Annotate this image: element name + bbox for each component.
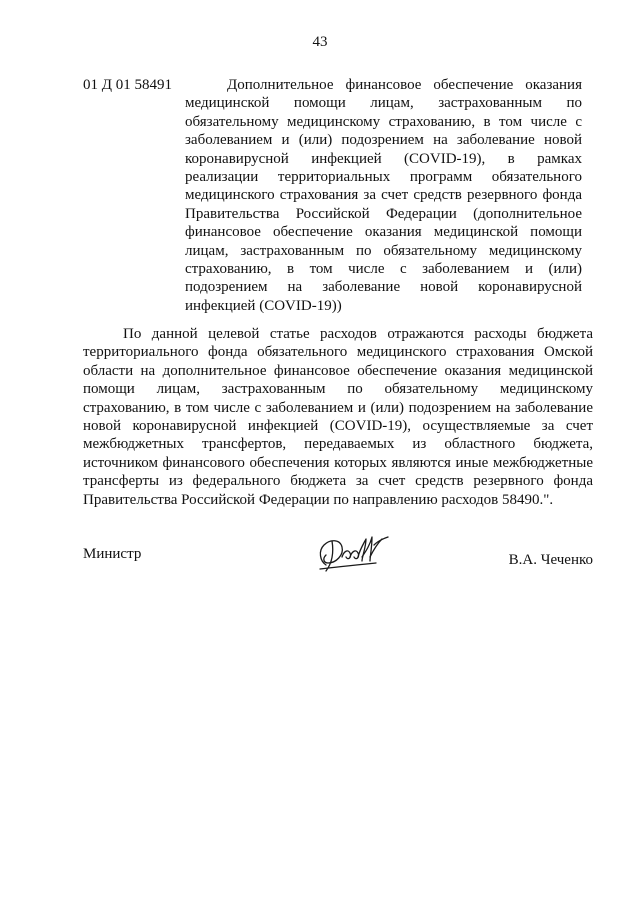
signatory-name: В.А. Чеченко xyxy=(508,552,593,568)
budget-classification-code: 01 Д 01 58491 xyxy=(83,77,172,93)
budget-item-description: Дополнительное финансовое обеспечение оказания медицинской помощи лицам, застрахованным по обязательному медицинскому страхованию, в том числе с заболеванием и (или) подозрением на заболевание новой коронавирусной инфекцией (COVID-19), в рамках реализации территориальных программ обязательного медицинского страхования за счет средств резервного фонда Правительства Российской Федерации (дополнительное финансовое обеспечение оказания медицинской помощи лицам, застрахованным по обязательному медицинскому страхованию, в том числе с заболеванием и (или) подозрением на заболевание новой коронавирусной инфекцией (COVID-19)) xyxy=(185,77,582,314)
explanatory-paragraph: По данной целевой статье расходов отражаются расходы бюджета территориального фонда обязательного медицинского страхования Омской области на дополнительное финансовое обеспечение оказания медицинской помощи лицам, застрахованным по обязательному медицинскому страхованию, в том числе с заболеванием и (или) подозрением на заболевание новой коронавирусной инфекцией (COVID-19), осуществляемые за счет межбюджетных трансфертов, передаваемых из областного бюджета, источником финансового обеспечения которых являются иные межбюджетные трансферты из федерального бюджета за счет средств резервного фонда Правительства Российской Федерации по направлению расходов 58490.". xyxy=(83,326,593,508)
handwritten-signature xyxy=(312,527,394,577)
page-number: 43 xyxy=(312,34,328,50)
signatory-role: Министр xyxy=(83,546,142,562)
